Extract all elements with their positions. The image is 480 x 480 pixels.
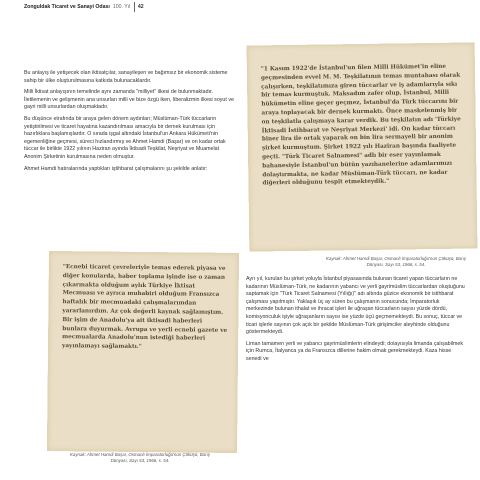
- header-subtitle: 100. Yıl: [112, 4, 131, 10]
- left-paragraph-1: Bu anlayış ile yetişecek olan iktisatçılar, sanayileşen ve bağımsız bir ekonomik sisteme sahip bir ülke oluşturulmasına katkıda bulunacaklardır.: [24, 70, 228, 84]
- quote-top-source: Kaynak: Ahmet Hamdi Başar, Osmanlı İmparatorluğu'nun Çöküşü, Barış Dünyası, Sayı 53, 1966, s. 54.: [325, 256, 467, 267]
- right-paragraph-2: Liman tamamen yerli ve yabancı gayrimüslimlerin elindeydi; dolayısıyla limanda çalışabilmek için Rumca, İtalyanca ya da Fransızca dillerine hakim olmak gerekmekteydi. Kaza hisse senedi ve: [246, 340, 463, 362]
- quote-bottom-text: "Ecnebi ticaret çevreleriyle temas ederek piyasa ve diğer konularda, haber toplama işinde ise o zaman çıkarmakta olduğum aylık Türkiye İktisat Mecmuası ve ayrıca muhabiri olduğum Fransızca haftalık bir mecmuadaki çalışmalarımdan yararlanırdım. Az çok değerli kaynak sağlamıştım. Bir işim de Anadolu'ya ait iktisadi haberleri bunlara duyurmak. Avrupa ve yerli ecnebi gazete ve mecmualarda Anadolu'nun istediği haberleri yayınlamayı sağlamaktı.": [62, 264, 228, 351]
- left-paragraph-3: Bu düşünce etrafında bir araya gelen dönem aydınları; Müslüman-Türk tüccarların yetiştirilmesi ve ticaret hayatına kazandırılması amacıyla bir dernek kurulması için hazırlıklara başlamışlardır. O sırada işgal altındaki İstanbul'un Ankara Hükümeti'nin egemenliğine geçmesi, süreci hızlandırmış ve Ahmet Hamdi (Başar) ve on kadar ortak tüccar ile birlikte 1922 yılının Haziran ayında İktisadi Teşkilat, Neşriyat ve Muamelat Anonim Şirketinin kurulmasına neden olmuştur.: [24, 115, 226, 160]
- header-title: Zonguldak Ticaret ve Sanayi Odası: [24, 4, 110, 10]
- quote-card-bottom: [47, 251, 239, 453]
- right-column: [246, 276, 468, 368]
- quote-bottom-source: Kaynak: Ahmet Hamdi Başar, Osmanlı İmparatorluğu'nun Çöküşü, Barış Dünyası, Sayı 53, 1966, s. 54.: [69, 452, 211, 463]
- left-paragraph-4: Ahmet Hamdi hatıralarında yaptıkları iştihbarat çalışmalarını şu şekilde anlatır:: [24, 165, 208, 172]
- page-header: [24, 0, 144, 14]
- left-column: [24, 70, 238, 177]
- header-divider: [134, 2, 135, 12]
- quote-card-top: [247, 42, 478, 251]
- quote-top-text: "1 Kasım 1922'de İstanbul'un filen Milli Hükümet'in eline geçmesinden evvel M. M. Teşkilatının temas muntahası olarak çalışırken, teşkilatımıza giren tüccarlar ve iş adamlarıyla sıkı bir temas kurmuştuk. Maksadım zafer olup, İstanbul, Milli hükümetin eline geçer geçmez, İstanbul'da Türk tüccarını bir araya toplayacak bir dernek kurmaktı. Önce maskelenmiş bir on teşkilatla çalışmaya karar verdik. Bu teşkilatın adı 'Türkiye İktisadi İstihbarat ve Neşriyat Merkezi' idi. On kadar tüccarı biner lira ile ortak yaparak on bin lira sermayeli bir anonim şirket kurmuştum. Şirket 1922 yılı Haziran başında faaliyete geçti. "Türk Ticaret Salnamesi" adlı bir eser yayınlamak bahanesiyle İstanbul'un bütün yazıhanelerine adamlarımızı dolaştırmakta, ne kadar Müslüman-Türk tüccarı, ne kadar diğerleri olduğunu tespit etmekteydik.": [260, 63, 461, 187]
- right-paragraph-1: Ayrı yıl, kurulan bu şirket yoluyla İstanbul piyasasında bulunan ticaret yapan tüccarların ne kadarının Müslüman-Türk, ne kadarının yabancı ve yerli gayrimüslim tüccarlardan oluştuğunu saptamak için "Türk Ticaret Salnamesi (Yıllığı)" adı altında güzice ekonomik bir istihbarat çalışması yapılmıştır. Yaklaşık üç ay süren bu çalışmanın sonucunda; İmparatorluk merkezinde bulunan ithalat ve ihracat işleri ile uğraşan tüccarların sayısı yüzde dördü, komisyonculuk işiyle uğraşanların sayısı ise yüzde üçü geçmemekteydi. Bu sonuç, tüccar ve ticari işlerle sayının çok açık bir şekilde Müslüman-Türk girişimciler aleyhinde olduğunu göstermekteydi.: [246, 276, 465, 336]
- left-paragraph-2: Milli İktisat anlayışının temelinde aynı zamanda "milliyet" ilkesi de bulunmaktadır. İletilemenin ve gelişmenin ana unsurları milli ve bize özgü iken, liberalizmin ilkesi soyut ve gayri milli unsurlardan oluşmaktadır.: [24, 89, 234, 111]
- page-number: 42: [137, 4, 144, 10]
